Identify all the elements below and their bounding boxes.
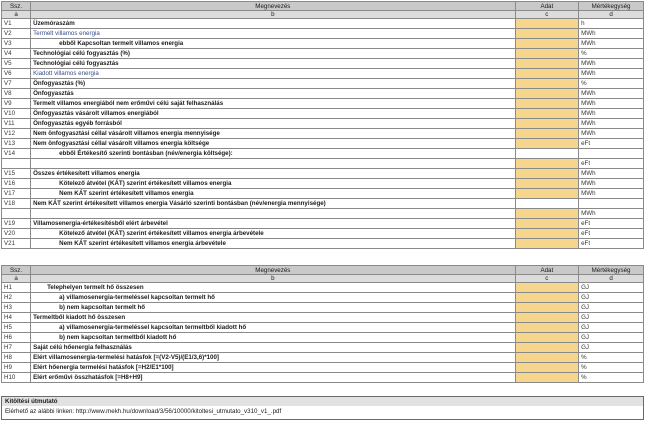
- table-row: [2, 239, 644, 249]
- header-mertekegyseg: Mértékegység: [579, 2, 644, 11]
- row-label: Önfogyasztás egyéb forrásból: [31, 119, 515, 129]
- row-code: V17: [2, 189, 31, 199]
- row-label: Üzemóraszám: [31, 19, 515, 29]
- data-input-cell[interactable]: [515, 159, 579, 169]
- row-code: V6: [2, 69, 31, 79]
- row-label: Önfogyasztás (%): [31, 79, 515, 89]
- table-row: [2, 353, 644, 363]
- table-row: [2, 303, 644, 313]
- row-label: Termelt villamos energia: [31, 29, 515, 39]
- table-row: [2, 293, 644, 303]
- row-code: H10: [2, 373, 31, 383]
- table-row: [2, 313, 644, 323]
- row-unit: GJ: [579, 323, 644, 333]
- heat-table: [1, 265, 644, 383]
- data-input-cell[interactable]: [515, 209, 579, 219]
- row-code: H3: [2, 303, 31, 313]
- header-megnevezes: Megnevezés: [31, 2, 515, 11]
- data-input-cell[interactable]: [515, 293, 579, 303]
- row-code: [2, 209, 31, 219]
- table-header: [2, 266, 644, 275]
- table-row: [2, 343, 644, 353]
- row-label: Nem KÁT szerint értékesített villamos energia árbevétele: [31, 239, 515, 249]
- row-code: H9: [2, 363, 31, 373]
- row-unit: %: [579, 363, 644, 373]
- row-unit: GJ: [579, 313, 644, 323]
- table-row: [2, 99, 644, 109]
- row-unit: eFt: [579, 159, 644, 169]
- row-unit: eFt: [579, 139, 644, 149]
- row-label: [31, 209, 515, 219]
- data-input-cell[interactable]: [515, 313, 579, 323]
- table-row: [2, 209, 644, 219]
- row-unit: eFt: [579, 219, 644, 229]
- row-code: H5: [2, 323, 31, 333]
- row-label: Kiadott villamos energia: [31, 69, 515, 79]
- data-input-cell[interactable]: [515, 69, 579, 79]
- row-unit: GJ: [579, 283, 644, 293]
- row-label: Nem KÁT szerint értékesített villamos energia: [31, 189, 515, 199]
- row-unit: [579, 199, 644, 209]
- data-input-cell[interactable]: [515, 89, 579, 99]
- row-label: [31, 159, 515, 169]
- row-code: V14: [2, 149, 31, 159]
- row-code: V15: [2, 169, 31, 179]
- data-input-cell: [515, 149, 579, 159]
- row-unit: MWh: [579, 29, 644, 39]
- row-code: V18: [2, 199, 31, 209]
- row-label: Kötelező átvétel (KÁT) szerint értékesített villamos energia: [31, 179, 515, 189]
- table-row: [2, 333, 644, 343]
- row-code: V1: [2, 19, 31, 29]
- table-row: [2, 169, 644, 179]
- row-unit: MWh: [579, 69, 644, 79]
- row-label: Technológiai célú fogyasztás: [31, 59, 515, 69]
- table-row: [2, 79, 644, 89]
- row-label: Elért villamosenergia-termelési hatásfok [=(V2-V5)/(E1/3,6)*100]: [31, 353, 515, 363]
- data-input-cell[interactable]: [515, 219, 579, 229]
- data-input-cell[interactable]: [515, 353, 579, 363]
- row-code: V4: [2, 49, 31, 59]
- table-row: [2, 129, 644, 139]
- row-unit: %: [579, 79, 644, 89]
- row-unit: eFt: [579, 239, 644, 249]
- row-code: V20: [2, 229, 31, 239]
- data-input-cell[interactable]: [515, 99, 579, 109]
- row-code: H1: [2, 283, 31, 293]
- row-unit: eFt: [579, 229, 644, 239]
- row-code: H6: [2, 333, 31, 343]
- data-input-cell[interactable]: [515, 169, 579, 179]
- row-unit: MWh: [579, 39, 644, 49]
- row-unit: MWh: [579, 119, 644, 129]
- row-code: V9: [2, 99, 31, 109]
- row-label: b) nem kapcsoltan termelt hő: [31, 303, 515, 313]
- row-label: Önfogyasztás vásárolt villamos energiából: [31, 109, 515, 119]
- subheader-c: c: [515, 11, 579, 19]
- row-code: V11: [2, 119, 31, 129]
- data-input-cell[interactable]: [515, 129, 579, 139]
- table-row: [2, 149, 644, 159]
- header-adat: Adat: [515, 266, 579, 275]
- row-unit: MWh: [579, 189, 644, 199]
- row-unit: GJ: [579, 293, 644, 303]
- row-unit: %: [579, 353, 644, 363]
- subheader-b: b: [31, 275, 515, 283]
- data-input-cell[interactable]: [515, 363, 579, 373]
- data-input-cell[interactable]: [515, 59, 579, 69]
- row-code: H2: [2, 293, 31, 303]
- table-row: [2, 139, 644, 149]
- row-label: Termeltből kiadott hő összesen: [31, 313, 515, 323]
- row-unit: %: [579, 373, 644, 383]
- table-row: [2, 89, 644, 99]
- row-code: V2: [2, 29, 31, 39]
- row-label: Nem önfogyasztási céllal vásárolt villamos energia mennyisége: [31, 129, 515, 139]
- row-label: Villamosenergia-értékesítésből elért árbevétel: [31, 219, 515, 229]
- table-row: [2, 39, 644, 49]
- data-input-cell[interactable]: [515, 179, 579, 189]
- table-row: [2, 283, 644, 293]
- table-header: [2, 2, 644, 11]
- row-unit: MWh: [579, 99, 644, 109]
- table-subheader: [2, 11, 644, 19]
- row-code: V21: [2, 239, 31, 249]
- row-label: a) villamosenergia-termeléssel kapcsoltan termelt hő: [31, 293, 515, 303]
- data-input-cell[interactable]: [515, 119, 579, 129]
- row-unit: MWh: [579, 129, 644, 139]
- header-mertekegyseg: Mértékegység: [579, 266, 644, 275]
- table-row: [2, 19, 644, 29]
- data-input-cell[interactable]: [515, 49, 579, 59]
- row-unit: h: [579, 19, 644, 29]
- row-unit: MWh: [579, 179, 644, 189]
- table-row: [2, 119, 644, 129]
- data-input-cell[interactable]: [515, 109, 579, 119]
- row-label: Elért erőművi összhatásfok [=H8+H9]: [31, 373, 515, 383]
- row-unit: GJ: [579, 333, 644, 343]
- data-input-cell[interactable]: [515, 229, 579, 239]
- row-label: Nem KÁT szerint értékesített villamos energia Vásárló szerinti bontásban (név/energia mennyisége): [31, 199, 515, 209]
- row-code: V16: [2, 179, 31, 189]
- row-label: Saját célú hőenergia felhasználás: [31, 343, 515, 353]
- header-ssz: Ssz.: [2, 266, 31, 275]
- data-input-cell[interactable]: [515, 303, 579, 313]
- row-label: Önfogyasztás: [31, 89, 515, 99]
- row-label: b) nem kapcsoltan termeltből kiadott hő: [31, 333, 515, 343]
- data-input-cell: [515, 199, 579, 209]
- data-input-cell[interactable]: [515, 239, 579, 249]
- data-input-cell[interactable]: [515, 19, 579, 29]
- data-input-cell[interactable]: [515, 39, 579, 49]
- data-input-cell[interactable]: [515, 373, 579, 383]
- table-row: [2, 229, 644, 239]
- row-code: V3: [2, 39, 31, 49]
- table-row: [2, 179, 644, 189]
- row-label: ebből Értékesítő szerinti bontásban (név/energia költsége):: [31, 149, 515, 159]
- header-adat: Adat: [515, 2, 579, 11]
- data-input-cell[interactable]: [515, 29, 579, 39]
- table-row: [2, 323, 644, 333]
- electricity-table: [1, 1, 644, 249]
- row-unit: GJ: [579, 303, 644, 313]
- table-row: [2, 59, 644, 69]
- table-row: [2, 219, 644, 229]
- row-code: V12: [2, 129, 31, 139]
- subheader-d: d: [579, 11, 644, 19]
- data-input-cell[interactable]: [515, 323, 579, 333]
- row-unit: MWh: [579, 59, 644, 69]
- row-label: a) villamosenergia-termeléssel kapcsoltan termeltből kiadott hő: [31, 323, 515, 333]
- row-unit: GJ: [579, 343, 644, 353]
- row-label: Telephelyen termelt hő összesen: [31, 283, 515, 293]
- row-code: V8: [2, 89, 31, 99]
- row-unit: MWh: [579, 169, 644, 179]
- row-label: Nem önfogyasztási céllal vásárolt villamos energia költsége: [31, 139, 515, 149]
- row-code: V5: [2, 59, 31, 69]
- instructions-box: [1, 396, 644, 420]
- table-row: [2, 49, 644, 59]
- row-label: Kötelező átvétel (KÁT) szerint értékesített villamos energia árbevétele: [31, 229, 515, 239]
- row-code: [2, 159, 31, 169]
- row-unit: MWh: [579, 89, 644, 99]
- row-code: H4: [2, 313, 31, 323]
- subheader-d: d: [579, 275, 644, 283]
- subheader-a: a: [2, 275, 31, 283]
- subheader-b: b: [31, 11, 515, 19]
- row-label: ebből Kapcsoltan termelt villamos energia: [31, 39, 515, 49]
- table-row: [2, 69, 644, 79]
- table-row: [2, 199, 644, 209]
- table-row: [2, 159, 644, 169]
- row-code: H8: [2, 353, 31, 363]
- data-input-cell[interactable]: [515, 79, 579, 89]
- instructions-link-text[interactable]: Elérhető az alábbi linken: http://www.mekh.hu/download/3/56/10000/kitoltesi_utmutato_v310_v1_.pdf: [5, 408, 282, 415]
- row-label: Elért hőenergia termelési hatásfok [=H2/E1*100]: [31, 363, 515, 373]
- data-input-cell[interactable]: [515, 139, 579, 149]
- row-label: Összes értékesített villamos energia: [31, 169, 515, 179]
- subheader-c: c: [515, 275, 579, 283]
- row-unit: [579, 149, 644, 159]
- row-unit: MWh: [579, 109, 644, 119]
- table-row: [2, 373, 644, 383]
- table-subheader: [2, 275, 644, 283]
- instructions-title: Kitöltési útmutató: [2, 397, 643, 406]
- row-unit: MWh: [579, 209, 644, 219]
- header-ssz: Ssz.: [2, 2, 31, 11]
- header-megnevezes: Megnevezés: [31, 266, 515, 275]
- row-label: Termelt villamos energiából nem erőművi célú saját felhasználás: [31, 99, 515, 109]
- data-input-cell[interactable]: [515, 283, 579, 293]
- row-unit: %: [579, 49, 644, 59]
- table-row: [2, 189, 644, 199]
- table-row: [2, 29, 644, 39]
- row-label: Technológiai célú fogyasztás (%): [31, 49, 515, 59]
- row-code: V10: [2, 109, 31, 119]
- data-input-cell[interactable]: [515, 189, 579, 199]
- data-input-cell[interactable]: [515, 333, 579, 343]
- subheader-a: a: [2, 11, 31, 19]
- row-code: V7: [2, 79, 31, 89]
- data-input-cell[interactable]: [515, 343, 579, 353]
- table-row: [2, 363, 644, 373]
- row-code: V19: [2, 219, 31, 229]
- row-code: H7: [2, 343, 31, 353]
- table-row: [2, 109, 644, 119]
- row-code: V13: [2, 139, 31, 149]
